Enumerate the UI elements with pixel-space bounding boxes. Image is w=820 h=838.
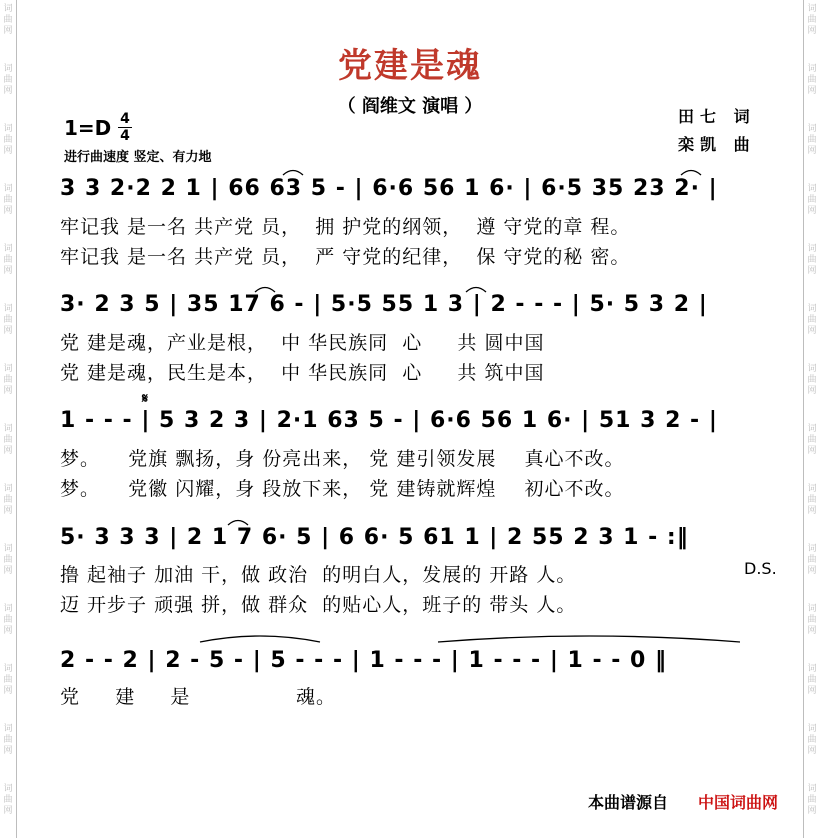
watermark-text: 词 曲 网 bbox=[807, 304, 817, 336]
lyrics-line-3-verse-2: 梦。 党徽 闪耀，身 段放下来， 党 建铸就辉煌 初心不改。 bbox=[60, 478, 625, 500]
dal-segno-mark: D.S. bbox=[744, 559, 777, 578]
notation-line-4: 5· 3 3 3 | 2 1 7 6· 5 | 6 6· 5 61 1 | 2 55 2 3 1 - :‖ bbox=[60, 525, 689, 550]
watermark-text: 词 曲 网 bbox=[807, 364, 817, 396]
notation-line-5: 2 - - 2 | 2 - 5 - | 5 - - - | 1 - - - | 1 - - - | 1 - - 0 ‖ bbox=[60, 648, 668, 673]
source-label: 本曲谱源自 bbox=[588, 793, 669, 812]
watermark-text: 词 曲 网 bbox=[807, 184, 817, 216]
lyrics-line-4-verse-1: 撸 起袖子 加油 干，做 政治 的明白人，发展的 开路 人。 bbox=[60, 564, 577, 586]
key-signature: 1=D bbox=[64, 116, 112, 140]
watermark-text: 词 曲 网 bbox=[807, 544, 817, 576]
watermark-text: 词 曲 网 bbox=[3, 724, 13, 756]
performer-line: （ 阎维文 演唱 ） bbox=[337, 96, 483, 117]
watermark-text: 词 曲 网 bbox=[3, 604, 13, 636]
lyrics-line-5: 党 建 是 魂。 bbox=[60, 686, 336, 708]
watermark-text: 词 曲 网 bbox=[3, 64, 13, 96]
time-signature-bottom: 4 bbox=[120, 128, 130, 144]
watermark-text: 词 曲 网 bbox=[3, 424, 13, 456]
watermark-text: 词 曲 网 bbox=[3, 184, 13, 216]
notation-line-3: 1 - - - | 5 3 2 3 | 2·1 63 5 - | 6·6 56 1 6· | 51 3 2 - | bbox=[60, 408, 718, 433]
lyrics-line-2-verse-1: 党 建是魂，产业是根， 中 华民族同 心 共 圆中国 bbox=[60, 332, 545, 354]
watermark-text: 词 曲 网 bbox=[3, 124, 13, 156]
watermark-text: 词 曲 网 bbox=[3, 304, 13, 336]
lyrics-line-2-verse-2: 党 建是魂，民生是本， 中 华民族同 心 共 筑中国 bbox=[60, 362, 545, 384]
watermark-text: 词 曲 网 bbox=[807, 604, 817, 636]
lyrics-line-1-verse-2: 牢记我 是一名 共产党 员， 严 守党的纪律， 保 守党的秘 密。 bbox=[60, 246, 631, 268]
watermark-text: 词 曲 网 bbox=[807, 784, 817, 816]
source-site: 中国词曲网 bbox=[698, 793, 779, 812]
watermark-text: 词 曲 网 bbox=[3, 364, 13, 396]
watermark-text: 词 曲 网 bbox=[3, 4, 13, 36]
composer-credit: 栾凯 曲 bbox=[678, 135, 756, 154]
time-signature-top: 4 bbox=[120, 111, 130, 127]
watermark-text: 词 曲 网 bbox=[3, 544, 13, 576]
page-title: 党建是魂 bbox=[338, 46, 482, 86]
watermark-text: 词 曲 网 bbox=[807, 124, 817, 156]
watermark-text: 词 曲 网 bbox=[807, 724, 817, 756]
watermark-text: 词 曲 网 bbox=[807, 664, 817, 696]
watermark-text: 词 曲 网 bbox=[3, 244, 13, 276]
watermark-text: 词 曲 网 bbox=[807, 484, 817, 516]
watermark-text: 词 曲 网 bbox=[807, 424, 817, 456]
watermark-text: 词 曲 网 bbox=[807, 64, 817, 96]
lyrics-line-1-verse-1: 牢记我 是一名 共产党 员， 拥 护党的纲领， 遵 守党的章 程。 bbox=[60, 216, 631, 238]
watermark-text: 词 曲 网 bbox=[3, 484, 13, 516]
watermark-text: 词 曲 网 bbox=[3, 664, 13, 696]
watermark-text: 词 曲 网 bbox=[807, 4, 817, 36]
notation-line-1: 3 3 2·2 2 1 | 66 63 5 - | 6·6 56 1 6· | 6·5 35 23 2· | bbox=[60, 176, 718, 201]
notation-line-2: 3· 2 3 5 | 35 17 6 - | 5·5 55 1 3 | 2 - - - | 5· 5 3 2 | bbox=[60, 292, 708, 317]
lyrics-line-4-verse-2: 迈 开步子 顽强 拼，做 群众 的贴心人，班子的 带头 人。 bbox=[60, 594, 577, 616]
segno-icon: 𝄋 bbox=[142, 391, 149, 407]
lyrics-line-3-verse-1: 梦。 党旗 飘扬，身 份亮出来， 党 建引领发展 真心不改。 bbox=[60, 448, 625, 470]
watermark-text: 词 曲 网 bbox=[3, 784, 13, 816]
tempo-marking: 进行曲速度 竖定、有力地 bbox=[64, 150, 212, 165]
watermark-text: 词 曲 网 bbox=[807, 244, 817, 276]
lyricist-credit: 田七 词 bbox=[678, 107, 756, 126]
